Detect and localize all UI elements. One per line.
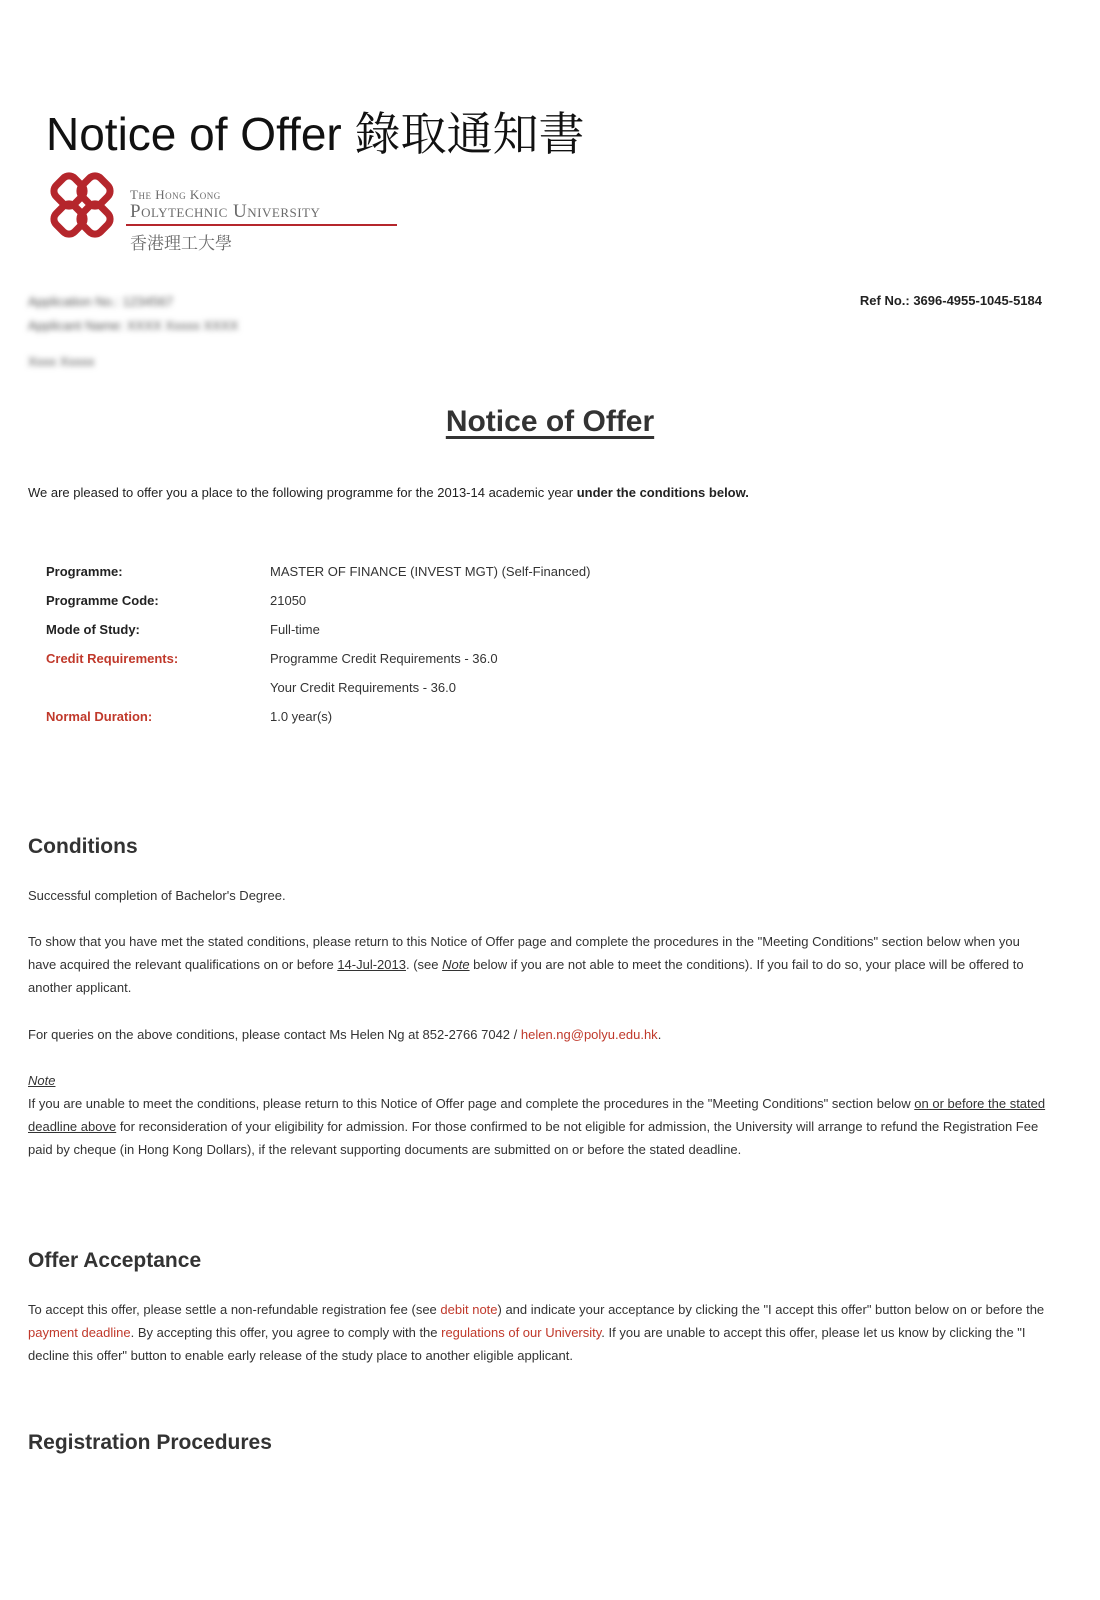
reference-number: Ref No.: 3696-4955-1045-5184 <box>859 293 1042 308</box>
queries-text: For queries on the above conditions, please contact Ms Helen Ng at 852-2766 7042 / <box>28 1027 521 1042</box>
intro-text <box>28 485 749 500</box>
normal-duration-link[interactable]: Normal Duration: <box>46 709 153 724</box>
conditions-requirement: Successful completion of Bachelor's Degree. <box>28 888 286 903</box>
blurred-applicant-extra: Xxxx Xxxxx <box>28 354 95 369</box>
conditions-instructions <box>28 930 1048 999</box>
note-text-a: If you are unable to meet the conditions, please return to this Notice of Offer page and complete the procedures in the "Meeting Conditions" section below <box>28 1096 915 1111</box>
university-name-line2: Polytechnic University <box>130 201 321 222</box>
programme-code-label: Programme Code: <box>46 593 159 608</box>
page-heading <box>0 405 1100 439</box>
contact-email-link[interactable]: helen.ng@polyu.edu.hk <box>520 1027 658 1042</box>
note-title: Note <box>28 1073 56 1088</box>
your-credit-value: Your Credit Requirements - 36.0 <box>270 680 456 695</box>
logo-divider <box>126 224 397 226</box>
conditions-heading: Conditions <box>28 835 138 858</box>
acceptance-text-d: . If you are unable to accept this offer, please let us know by clicking the "I decline this offer" button to enable early release of the study place to another eligible applicant. <box>28 1325 1026 1363</box>
mode-of-study-value: Full-time <box>270 622 320 637</box>
conditions-text-c: below if you are not able to meet the conditions). If you fail to do so, your place will be offered to another applicant. <box>28 957 1024 995</box>
intro-body: We are pleased to offer you a place to the following programme for the 2013-14 academic year <box>28 485 577 500</box>
programme-label: Programme: <box>46 564 123 579</box>
note-text-b: for reconsideration of your eligibility for admission. For those confirmed to be not eligible for admission, the University will arrange to refund the Registration Fee paid by cheque (in Hong Kong Dollars), if the relevant supporting documents are submitted on or before the stated deadline. <box>28 1119 1039 1157</box>
blurred-applicant-name: Applicant Name: XXXX Xxxxx XXXX <box>28 318 239 333</box>
offer-acceptance-text <box>28 1298 1048 1367</box>
university-name-chinese: 香港理工大學 <box>130 234 232 253</box>
offer-acceptance-heading: Offer Acceptance <box>28 1249 202 1272</box>
blurred-application-number: Application No.: 1234567 <box>28 294 174 309</box>
conditions-text-b: . (see <box>405 957 443 972</box>
note-deadline-text: on or before the stated deadline above <box>28 1096 1046 1134</box>
university-name-line1: The Hong Kong <box>130 187 221 202</box>
note-reference: Note <box>442 957 470 972</box>
payment-deadline-link[interactable]: payment deadline <box>28 1325 131 1340</box>
debit-note-link[interactable]: debit note <box>440 1302 498 1317</box>
conditions-text-a: To show that you have met the stated conditions, please return to this Notice of Offer page and complete the procedures in the "Meeting Conditions" section below when you have acquired the relevant qualifications on or before <box>28 934 1020 972</box>
page-heading-text: Notice of Offer <box>445 405 655 438</box>
acceptance-text-b: ) and indicate your acceptance by clicking the "I accept this offer" button below on or before the <box>497 1302 1045 1317</box>
conditions-queries <box>28 1023 1048 1046</box>
programme-credit-value: Programme Credit Requirements - 36.0 <box>270 651 498 666</box>
intro-bold: under the conditions below. <box>576 485 749 500</box>
document-title: Notice of Offer 錄取通知書 <box>46 108 585 160</box>
credit-requirements-link[interactable]: Credit Requirements: <box>46 651 179 666</box>
mode-of-study-label: Mode of Study: <box>46 622 140 637</box>
programme-code-value: 21050 <box>270 593 307 608</box>
regulations-link[interactable]: regulations of our University <box>441 1325 602 1340</box>
acceptance-text-c: . By accepting this offer, you agree to comply with the <box>130 1325 442 1340</box>
conditions-note <box>28 1069 1048 1161</box>
registration-procedures-heading: Registration Procedures <box>28 1431 272 1454</box>
conditions-deadline-date: 14-Jul-2013 <box>337 957 406 972</box>
queries-period: . <box>657 1027 662 1042</box>
normal-duration-value: 1.0 year(s) <box>270 709 333 724</box>
programme-value: MASTER OF FINANCE (INVEST MGT) (Self-Financed) <box>270 564 591 579</box>
acceptance-text-a: To accept this offer, please settle a non-refundable registration fee (see <box>28 1302 441 1317</box>
